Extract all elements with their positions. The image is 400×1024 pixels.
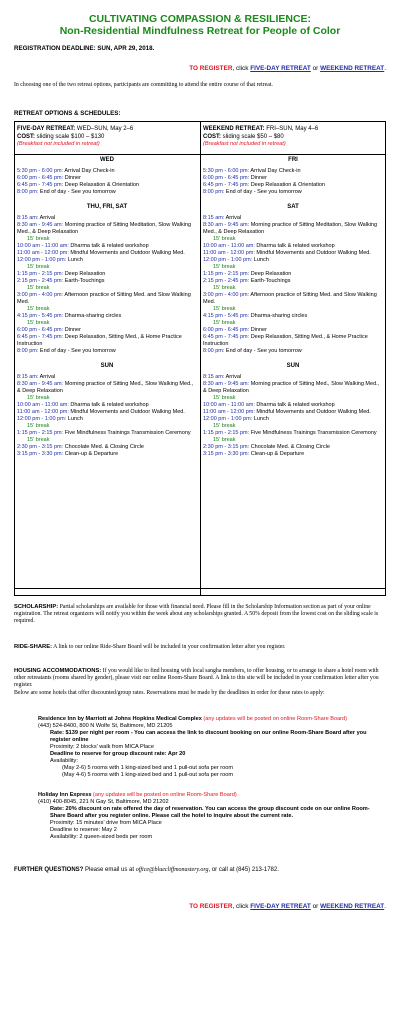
break-row: 15' break (27, 395, 50, 401)
schedule-row (203, 444, 383, 451)
schedule-row (203, 175, 383, 182)
schedule-time: 2:30 pm - 3:15 pm: (203, 444, 250, 450)
schedule-row (203, 243, 383, 250)
schedule-row (17, 402, 197, 409)
hotel-2-rate: Rate: 20% discount on rate offered the day of reservation. You can access the group discount code on our online Room-Share Board after you register online. Please call the hotel to inquire about the current rate. (50, 806, 370, 819)
hotel-1-proximity: Proximity: 2 blocks' walk from MICA Place (50, 744, 154, 750)
email-link[interactable]: office@bluecliffmonastery.org (135, 867, 209, 873)
housing-text-2: Below are some hotels that offer discounted/group rates. Reservations must be made by the deadlines in order for these rates to apply: (14, 689, 325, 696)
schedule-activity: End of day - See you tomorrow (224, 189, 302, 195)
register-label: TO REGISTER (189, 903, 233, 910)
schedule-time: 3:00 pm - 4:00 pm: (203, 292, 250, 298)
schedule-row (203, 348, 383, 355)
schedule-activity: Arrival (224, 215, 242, 221)
schedule-time: 1:15 pm - 2:15 pm: (203, 271, 250, 277)
schedule-row (17, 189, 197, 196)
schedule-activity: Chocolate Med. & Closing Circle (249, 444, 330, 450)
schedule-activity: Morning practice of Sitting Med., Slow Walking Med., & Deep Relaxation (17, 381, 194, 394)
rideshare-section (14, 644, 386, 651)
break-row: 15' break (213, 395, 236, 401)
schedule-row (17, 334, 197, 348)
or-text: or (310, 903, 321, 910)
break-row: 15' break (27, 437, 50, 443)
period: . (384, 65, 386, 72)
break-row: 15' break (27, 236, 50, 242)
table-rule (15, 588, 385, 589)
hotel-1-note: (any updates will be posted on online Room-Share Board) (201, 716, 348, 722)
five-day-note: (Breakfast not included in retreat) (17, 141, 100, 147)
schedule-row (203, 381, 383, 395)
schedule-time: 8:15 am: (17, 215, 39, 221)
schedule-time: 10:00 am - 11:00 am: (17, 243, 69, 249)
further-label: FURTHER QUESTIONS? (14, 867, 84, 873)
schedule-activity: End of day - See you tomorrow (38, 348, 116, 354)
hotel-1-availability: Availability: (50, 758, 78, 764)
housing-label: HOUSING ACCOMMODATIONS: (14, 668, 102, 674)
schedule-time: 6:45 pm - 7:45 pm: (203, 334, 250, 340)
schedule-row (17, 327, 197, 334)
day-heading-sun: SUN (100, 363, 114, 369)
schedule-time: 8:15 am: (203, 215, 225, 221)
schedule-time: 1:15 pm - 2:15 pm: (17, 271, 64, 277)
schedule-activity: Dharma-sharing circles (249, 313, 308, 319)
schedule-activity: Deep Relaxation & Orientation (63, 182, 139, 188)
schedule-time: 6:00 pm - 6:45 pm: (17, 327, 64, 333)
schedule-activity: Morning practice of Sitting Meditation, Slow Walking Med., & Deep Relaxation (203, 222, 378, 235)
schedule-row (203, 250, 383, 257)
hotel-1-deadline: Deadline to reserve for group discount rate: Apr 20 (50, 751, 186, 757)
schedule-row (17, 182, 197, 189)
schedule-activity: Lunch (252, 416, 269, 422)
hotel-2-name: Holiday Inn Express (38, 792, 92, 798)
schedule-time: 6:00 pm - 6:45 pm: (203, 175, 250, 181)
break-row: 15' break (27, 264, 50, 270)
further-text: Please email us at (83, 867, 136, 873)
break-row: 15' break (213, 264, 236, 270)
schedule-time: 10:00 am - 11:00 am: (203, 402, 255, 408)
housing-section (14, 668, 386, 697)
schedule-activity: Deep Relaxation, Sitting Med., & Home Practice Instruction (203, 334, 368, 347)
break-row: 15' break (213, 437, 236, 443)
five-day-cost-label: COST: (17, 133, 35, 140)
schedule-activity: Clean-up & Departure (249, 451, 305, 457)
hotel-1 (38, 716, 378, 779)
schedule-time: 8:00 pm: (203, 189, 225, 195)
sun-schedule (203, 374, 383, 458)
schedule-time: 12:00 pm - 1:00 pm: (17, 257, 67, 263)
schedule-activity: Afternoon practice of Sitting Med. and Slow Walking Med. (203, 292, 377, 305)
break-row: 15' break (213, 285, 236, 291)
schedule-row (17, 313, 197, 320)
hotel-2-availability: Availability: 2 queen-sized beds per room (50, 834, 153, 840)
period: . (384, 903, 386, 910)
schedule-activity: Morning practice of Sitting Med., Slow Walking Med., & Deep Relaxation (203, 381, 380, 394)
schedule-time: 1:15 pm - 2:15 pm: (203, 430, 250, 436)
weekend-column (203, 126, 383, 458)
weekend-cost: sliding scale $50 – $80 (221, 133, 284, 140)
schedule-time: 6:45 pm - 7:45 pm: (17, 182, 64, 188)
housing-text: If you would like to find housing with local sangha members, to offer housing, or to arrange to share a hotel room with other retreatants (rooms shared by gender), please visit our online Room-Share Board. A link to this site will be included in your confirmation letter after you register. (14, 668, 379, 689)
schedule-time: 8:30 am - 9:45 am: (17, 222, 64, 228)
schedule-row (17, 243, 197, 250)
schedule-activity: Arrival (224, 374, 242, 380)
schedule-row (17, 215, 197, 222)
schedule-time: 8:30 am - 9:45 am: (203, 222, 250, 228)
break-row: 15' break (213, 423, 236, 429)
schedule-activity: Dharma talk & related workshop (68, 402, 149, 408)
schedule-activity: Earth-Touchings (249, 278, 291, 284)
schedule-activity: Dharma-sharing circles (63, 313, 122, 319)
hotel-2 (38, 792, 378, 841)
schedule-time: 2:15 pm - 2:45 pm: (17, 278, 64, 284)
rideshare-label: RIDE-SHARE: (14, 644, 53, 650)
schedule-time: 8:00 pm: (203, 348, 225, 354)
weekend-retreat-link[interactable]: WEEKEND RETREAT (320, 903, 385, 910)
break-row: 15' break (27, 285, 50, 291)
options-heading: RETREAT OPTIONS & SCHEDULES: (14, 110, 121, 117)
schedule-row (17, 250, 197, 257)
schedule-time: 8:00 pm: (17, 189, 39, 195)
hotel-1-avail-1: (May 2-6) 5 rooms with 1 king-sized bed and 1 pull-out sofa per room (62, 765, 233, 771)
weekend-retreat-link[interactable]: WEEKEND RETREAT (320, 65, 385, 72)
schedule-time: 4:15 pm - 5:45 pm: (203, 313, 250, 319)
schedule-time: 12:00 pm - 1:00 pm: (203, 416, 253, 422)
sat-schedule (203, 215, 383, 355)
schedule-row (203, 451, 383, 458)
schedule-time: 11:00 am - 12:00 pm: (203, 409, 255, 415)
break-row: 15' break (213, 320, 236, 326)
hotel-1-avail-2: (May 4-6) 5 rooms with 1 king-sized bed and 1 pull-out sofa per room (62, 772, 233, 778)
schedule-activity: Dharma talk & related workshop (68, 243, 149, 249)
schedule-time: 11:00 am - 12:00 pm: (17, 409, 69, 415)
schedule-row (17, 271, 197, 278)
hotel-1-name: Residence Inn by Marriott at Johns Hopkins Medical Complex (38, 716, 202, 722)
schedule-activity: Mindful Movements and Outdoor Walking Med. (68, 250, 185, 256)
day-heading-sat: SAT (287, 204, 299, 210)
schedule-activity: Arrival (38, 215, 56, 221)
schedule-row (17, 348, 197, 355)
day-heading-sun: SUN (286, 363, 300, 369)
schedule-activity: Arrival Day Check-in (63, 168, 115, 174)
intro-text: In choosing one of the two retreat options, participants are committing to attend the entire course of that retreat. (14, 82, 273, 88)
schedule-row (17, 430, 197, 437)
schedule-activity: Mindful Movements and Outdoor Walking Med. (254, 409, 371, 415)
schedule-activity: Five Mindfulness Trainings Transmission Ceremony (63, 430, 191, 436)
schedule-time: 8:30 am - 9:45 am: (203, 381, 250, 387)
schedule-activity: Mindful Movements and Outdoor Walking Med. (254, 250, 371, 256)
hotel-2-proximity: Proximity: 15 minutes' drive from MICA Place (50, 820, 162, 826)
schedule-row (203, 182, 383, 189)
schedule-time: 6:00 pm - 6:45 pm: (203, 327, 250, 333)
schedule-activity: Dinner (63, 327, 81, 333)
thu-fri-sat-schedule (17, 215, 197, 355)
schedule-activity: End of day - See you tomorrow (38, 189, 116, 195)
wed-schedule (17, 168, 197, 196)
schedule-activity: Clean-up & Departure (63, 451, 119, 457)
schedule-row (17, 168, 197, 175)
schedule-row (17, 175, 197, 182)
hotel-2-address: (410) 400-8045, 221 N Gay St, Baltimore, MD 21202 (38, 799, 169, 805)
schedule-row (17, 409, 197, 416)
schedule-activity: End of day - See you tomorrow (224, 348, 302, 354)
further-questions (14, 867, 386, 873)
schedule-activity: Lunch (66, 416, 83, 422)
hotel-1-address: (443) 524-8400, 800 N Wolfe St, Baltimore, MD 21205 (38, 723, 173, 729)
schedule-activity: Earth-Touchings (63, 278, 105, 284)
schedule-time: 8:00 pm: (17, 348, 39, 354)
five-day-retreat-link[interactable]: FIVE-DAY RETREAT (250, 903, 311, 910)
schedule-time: 3:15 pm - 3:30 pm: (203, 451, 250, 457)
schedule-row (17, 451, 197, 458)
schedule-time: 10:00 am - 11:00 am: (17, 402, 69, 408)
schedule-activity: Arrival (38, 374, 56, 380)
schedule-time: 11:00 am - 12:00 pm: (203, 250, 255, 256)
schedule-activity: Afternoon practice of Sitting Med. and Slow Walking Med. (17, 292, 191, 305)
schedule-time: 11:00 am - 12:00 pm: (17, 250, 69, 256)
scholarship-section (14, 604, 386, 626)
schedule-row (17, 444, 197, 451)
schedule-time: 3:15 pm - 3:30 pm: (17, 451, 64, 457)
scholarship-label: SCHOLARSHIP: (14, 604, 59, 610)
schedule-row (203, 168, 383, 175)
schedule-time: 6:00 pm - 6:45 pm: (17, 175, 64, 181)
schedule-time: 4:15 pm - 5:45 pm: (17, 313, 64, 319)
schedule-row (203, 430, 383, 437)
hotel-2-deadline: Deadline to reserve: May 2 (50, 827, 117, 833)
schedule-row (203, 271, 383, 278)
table-divider (200, 122, 201, 595)
schedule-row (203, 292, 383, 306)
schedule-row (203, 278, 383, 285)
schedule-activity: Five Mindfulness Trainings Transmission Ceremony (249, 430, 377, 436)
weekend-dates: FRI–SUN, May 4–6 (264, 126, 319, 132)
page-title: CULTIVATING COMPASSION & RESILIENCE: (88, 13, 312, 25)
schedule-activity: Dharma talk & related workshop (254, 402, 335, 408)
register-line (189, 65, 386, 72)
schedule-row (203, 416, 383, 423)
rideshare-text: A link to our online Ride-Share Board will be included in your confirmation letter after you register. (52, 644, 286, 650)
schedule-time: 8:15 am: (17, 374, 39, 380)
weekend-note: (Breakfast not included in retreat) (203, 141, 286, 147)
break-row: 15' break (213, 236, 236, 242)
schedule-row (203, 313, 383, 320)
schedule-time: 12:00 pm - 1:00 pm: (17, 416, 67, 422)
break-row: 15' break (27, 423, 50, 429)
register-label: TO REGISTER (189, 65, 233, 72)
schedule-time: 5:30 pm - 6:00 pm: (17, 168, 64, 174)
schedule-time: 6:45 pm - 7:45 pm: (203, 182, 250, 188)
schedule-time: 2:30 pm - 3:15 pm: (17, 444, 64, 450)
schedule-row (17, 416, 197, 423)
register-click-text: , click (232, 903, 251, 910)
schedule-row (17, 374, 197, 381)
schedule-activity: Dharma talk & related workshop (254, 243, 335, 249)
schedule-row (17, 257, 197, 264)
hotel-2-note: (any updates will be posted on online Room-Share Board) (91, 792, 237, 798)
schedule-row (17, 292, 197, 306)
schedule-activity: Lunch (252, 257, 269, 263)
schedule-row (17, 278, 197, 285)
schedule-row (17, 222, 197, 236)
five-day-dates: WED–SUN, May 2–6 (75, 126, 134, 132)
schedule-activity: Dinner (63, 175, 81, 181)
schedule-time: 10:00 am - 11:00 am: (203, 243, 255, 249)
schedule-row (203, 334, 383, 348)
schedule-activity: Deep Relaxation, Sitting Med., & Home Practice Instruction (17, 334, 182, 347)
schedule-row (203, 215, 383, 222)
hotel-1-rate: Rate: $139 per night per room - You can access the link to discount booking on our online Room-Share Board after you register online (50, 730, 367, 743)
day-heading-thu-fri-sat: THU, FRI, SAT (86, 204, 128, 210)
schedule-row (203, 327, 383, 334)
schedule-activity: Deep Relaxation (63, 271, 106, 277)
schedule-time: 8:30 am - 9:45 am: (17, 381, 64, 387)
break-row: 15' break (213, 306, 236, 312)
page-subtitle: Non-Residential Mindfulness Retreat for People of Color (59, 25, 341, 37)
schedule-row (203, 222, 383, 236)
schedule-row (203, 189, 383, 196)
schedule-activity: Mindful Movements and Outdoor Walking Med. (68, 409, 185, 415)
weekend-cost-label: COST: (203, 133, 221, 140)
schedule-activity: Dinner (249, 327, 267, 333)
fri-schedule (203, 168, 383, 196)
schedule-row (203, 257, 383, 264)
schedule-time: 12:00 pm - 1:00 pm: (203, 257, 253, 263)
schedule-time: 6:45 pm - 7:45 pm: (17, 334, 64, 340)
register-line-bottom (189, 903, 386, 910)
schedule-activity: Arrival Day Check-in (249, 168, 301, 174)
further-text-2: , or call at (845) 213-1782. (208, 867, 279, 873)
schedule-activity: Deep Relaxation & Orientation (249, 182, 325, 188)
five-day-title: FIVE-DAY RETREAT: (17, 126, 76, 132)
schedule-time: 1:15 pm - 2:15 pm: (17, 430, 64, 436)
or-text: or (310, 65, 321, 72)
break-row: 15' break (27, 306, 50, 312)
sun-schedule (17, 374, 197, 458)
schedule-activity: Dinner (249, 175, 267, 181)
five-day-column (17, 126, 197, 458)
schedule-activity: Morning practice of Sitting Meditation, Slow Walking Med., & Deep Relaxation (17, 222, 192, 235)
five-day-cost: sliding scale $100 – $130 (35, 133, 105, 140)
schedule-time: 8:15 am: (203, 374, 225, 380)
registration-deadline: REGISTRATION DEADLINE: SUN, APR 29, 2018. (14, 45, 155, 52)
day-heading-fri: FRI (288, 157, 298, 163)
schedule-activity: Lunch (66, 257, 83, 263)
schedule-time: 2:15 pm - 2:45 pm: (203, 278, 250, 284)
schedule-row (203, 374, 383, 381)
schedule-row (17, 381, 197, 395)
schedule-row (203, 409, 383, 416)
day-heading-wed: WED (100, 157, 114, 163)
break-row: 15' break (27, 320, 50, 326)
schedule-row (203, 402, 383, 409)
scholarship-text: Partial scholarships are available for those with financial need. Please fill in the Scholarship Information section as part of your online registration. The retreat organizers will notify you within the week about any scholarships granted. A 50% deposit from the lowest cost on the sliding scale is required. (14, 604, 379, 625)
register-click-text: , click (232, 65, 251, 72)
schedule-table (14, 121, 386, 596)
five-day-retreat-link[interactable]: FIVE-DAY RETREAT (250, 65, 311, 72)
schedule-time: 3:00 pm - 4:00 pm: (17, 292, 64, 298)
schedule-activity: Deep Relaxation (249, 271, 292, 277)
schedule-activity: Chocolate Med. & Closing Circle (63, 444, 144, 450)
weekend-title: WEEKEND RETREAT: (203, 126, 265, 132)
schedule-time: 5:30 pm - 6:00 pm: (203, 168, 250, 174)
